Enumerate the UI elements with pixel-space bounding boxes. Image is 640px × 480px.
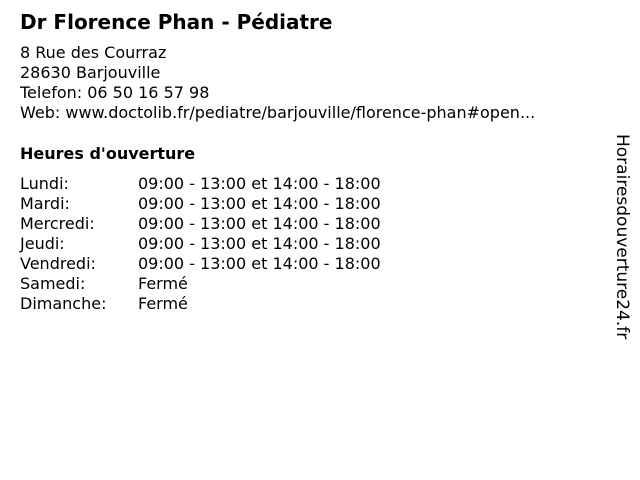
- opening-hours-table: [20, 174, 381, 314]
- website-link: Web: www.doctolib.fr/pediatre/barjouville/florence-phan#open...: [20, 103, 536, 122]
- phone-number: Telefon: 06 50 16 57 98: [20, 83, 210, 102]
- site-watermark: Horairesdouverture24.fr: [612, 134, 632, 340]
- day-label: Jeudi:: [20, 234, 65, 253]
- day-label: Vendredi:: [20, 254, 96, 273]
- day-label: Dimanche:: [20, 294, 107, 313]
- day-label: Mercredi:: [20, 214, 95, 233]
- time-value: 09:00 - 13:00 et 14:00 - 18:00: [138, 234, 381, 253]
- hours-row-wednesday: [20, 214, 381, 234]
- day-label: Lundi:: [20, 174, 69, 193]
- city-address: 28630 Barjouville: [20, 63, 161, 82]
- time-value: Fermé: [138, 274, 188, 293]
- time-value: 09:00 - 13:00 et 14:00 - 18:00: [138, 214, 381, 233]
- time-value: 09:00 - 13:00 et 14:00 - 18:00: [138, 194, 381, 213]
- opening-hours-heading: Heures d'ouverture: [20, 144, 196, 163]
- day-label: Mardi:: [20, 194, 70, 213]
- day-label: Samedi:: [20, 274, 86, 293]
- hours-row-saturday: [20, 274, 381, 294]
- street-address: 8 Rue des Courraz: [20, 43, 167, 62]
- time-value: 09:00 - 13:00 et 14:00 - 18:00: [138, 254, 381, 273]
- page-title: Dr Florence Phan - Pédiatre: [20, 10, 333, 34]
- hours-row-friday: [20, 254, 381, 274]
- hours-row-tuesday: [20, 194, 381, 214]
- hours-row-monday: [20, 174, 381, 194]
- contact-info: [20, 43, 535, 123]
- time-value: 09:00 - 13:00 et 14:00 - 18:00: [138, 174, 381, 193]
- hours-row-sunday: [20, 294, 381, 314]
- time-value: Fermé: [138, 294, 188, 313]
- hours-row-thursday: [20, 234, 381, 254]
